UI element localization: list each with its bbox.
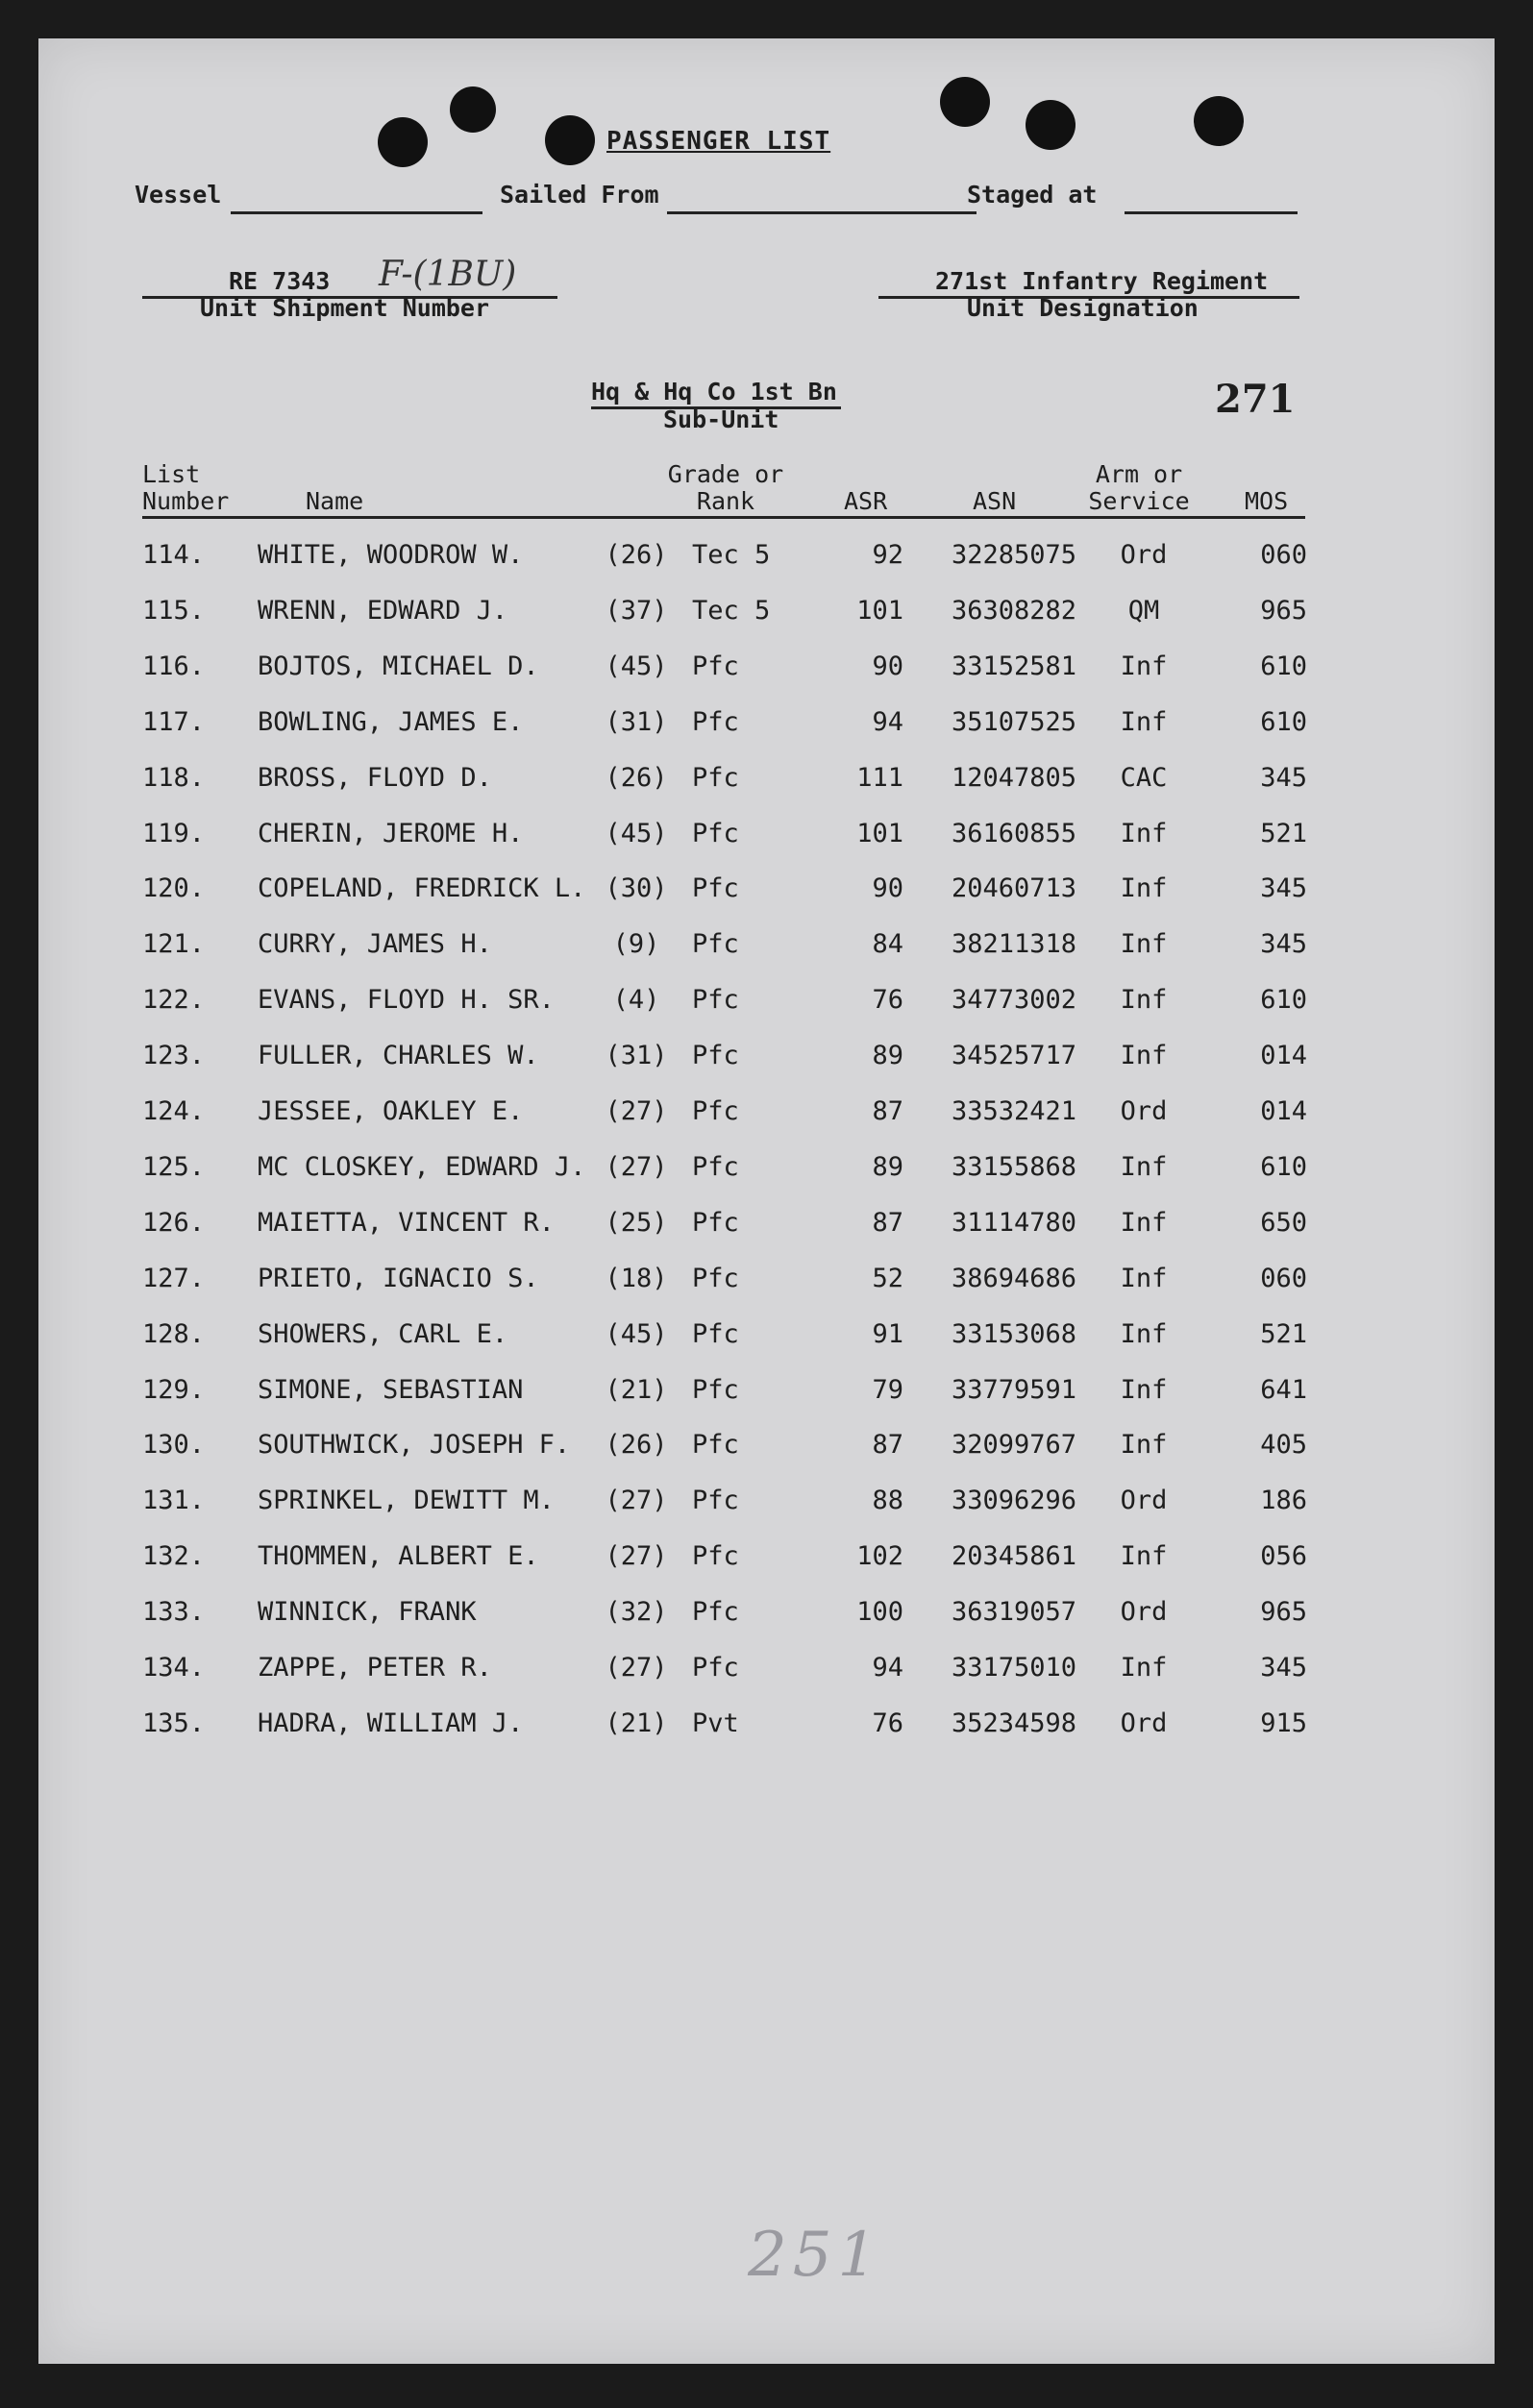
table-row — [38, 1041, 1384, 1079]
cell-mos: 915 — [1260, 1708, 1307, 1738]
cell-arm-service: Inf — [1120, 929, 1168, 960]
cell-list-number: 121. — [142, 929, 206, 960]
cell-asn: 34525717 — [951, 1041, 1076, 1071]
cell-mos: 345 — [1260, 762, 1307, 793]
cell-age: (45) — [605, 651, 668, 681]
cell-list-number: 128. — [142, 1318, 206, 1349]
cell-grade: Pfc — [692, 1653, 739, 1683]
cell-grade: Pfc — [692, 1486, 739, 1516]
cell-list-number: 132. — [142, 1541, 206, 1572]
cell-grade: Pfc — [692, 1374, 739, 1405]
cell-age: (18) — [605, 1263, 668, 1293]
table-row — [38, 540, 1384, 578]
cell-mos: 521 — [1260, 818, 1307, 848]
cell-asn: 36319057 — [951, 1597, 1076, 1628]
cell-asr: 89 — [872, 1041, 903, 1071]
punch-hole — [1194, 96, 1244, 146]
cell-asn: 36308282 — [951, 595, 1076, 626]
cell-list-number: 124. — [142, 1096, 206, 1126]
cell-mos: 060 — [1260, 1263, 1307, 1293]
cell-name: WINNICK, FRANK — [258, 1597, 477, 1628]
punch-hole — [378, 117, 428, 167]
cell-asr: 111 — [856, 762, 903, 793]
cell-asn: 34773002 — [951, 985, 1076, 1016]
cell-arm-service: Ord — [1120, 1708, 1168, 1738]
cell-list-number: 129. — [142, 1374, 206, 1405]
cell-name: BROSS, FLOYD D. — [258, 762, 492, 793]
cell-asr: 76 — [872, 985, 903, 1016]
cell-asr: 76 — [872, 1708, 903, 1738]
cell-list-number: 134. — [142, 1653, 206, 1683]
col-header-asn: ASN — [973, 487, 1017, 515]
table-row — [38, 1152, 1384, 1191]
cell-grade: Pfc — [692, 929, 739, 960]
cell-list-number: 131. — [142, 1486, 206, 1516]
cell-grade: Pfc — [692, 706, 739, 737]
cell-mos: 521 — [1260, 1318, 1307, 1349]
cell-asn: 33153068 — [951, 1318, 1076, 1349]
staged-at-label: Staged at — [967, 181, 1098, 209]
cell-asn: 32285075 — [951, 540, 1076, 570]
cell-asr: 89 — [872, 1151, 903, 1182]
cell-list-number: 117. — [142, 706, 206, 737]
cell-arm-service: Inf — [1120, 1151, 1168, 1182]
cell-age: (26) — [605, 540, 668, 570]
cell-age: (26) — [605, 762, 668, 793]
cell-age: (27) — [605, 1151, 668, 1182]
cell-list-number: 126. — [142, 1207, 206, 1238]
cell-grade: Pvt — [692, 1708, 739, 1738]
sub-unit-value: Hq & Hq Co 1st Bn — [591, 378, 837, 405]
cell-name: COPELAND, FREDRICK L. — [258, 873, 586, 904]
cell-asn: 36160855 — [951, 818, 1076, 848]
cell-asr: 88 — [872, 1486, 903, 1516]
cell-asn: 33175010 — [951, 1653, 1076, 1683]
cell-age: (37) — [605, 595, 668, 626]
cell-arm-service: Inf — [1120, 873, 1168, 904]
cell-grade: Pfc — [692, 1541, 739, 1572]
punch-hole — [545, 115, 595, 165]
col-header-arm-service: Arm or Service — [1088, 460, 1190, 515]
cell-name: SHOWERS, CARL E. — [258, 1318, 508, 1349]
unit-shipment-number-value: RE 7343 — [229, 267, 331, 295]
col-header-list-number: List Number — [142, 460, 230, 515]
cell-mos: 610 — [1260, 985, 1307, 1016]
cell-asn: 38211318 — [951, 929, 1076, 960]
cell-asr: 87 — [872, 1430, 903, 1461]
cell-list-number: 130. — [142, 1430, 206, 1461]
table-row — [38, 929, 1384, 968]
sailed-from-label: Sailed From — [500, 181, 659, 209]
cell-asr: 101 — [856, 818, 903, 848]
table-row — [38, 763, 1384, 801]
cell-arm-service: Inf — [1120, 1263, 1168, 1293]
cell-grade: Pfc — [692, 1041, 739, 1071]
cell-asr: 101 — [856, 595, 903, 626]
cell-mos: 610 — [1260, 706, 1307, 737]
cell-name: BOJTOS, MICHAEL D. — [258, 651, 539, 681]
cell-mos: 345 — [1260, 1653, 1307, 1683]
cell-asr: 102 — [856, 1541, 903, 1572]
cell-name: SPRINKEL, DEWITT M. — [258, 1486, 555, 1516]
cell-asr: 92 — [872, 540, 903, 570]
cell-list-number: 116. — [142, 651, 206, 681]
cell-age: (27) — [605, 1486, 668, 1516]
table-row — [38, 1264, 1384, 1302]
table-row — [38, 1208, 1384, 1246]
cell-asr: 52 — [872, 1263, 903, 1293]
cell-asr: 79 — [872, 1374, 903, 1405]
cell-mos: 060 — [1260, 540, 1307, 570]
cell-age: (26) — [605, 1430, 668, 1461]
cell-grade: Tec 5 — [692, 595, 771, 626]
cell-mos: 641 — [1260, 1374, 1307, 1405]
cell-mos: 014 — [1260, 1096, 1307, 1126]
cell-mos: 186 — [1260, 1486, 1307, 1516]
table-row — [38, 1708, 1384, 1747]
cell-grade: Pfc — [692, 1151, 739, 1182]
cell-grade: Pfc — [692, 873, 739, 904]
cell-grade: Pfc — [692, 651, 739, 681]
cell-arm-service: Inf — [1120, 1207, 1168, 1238]
cell-name: MC CLOSKEY, EDWARD J. — [258, 1151, 586, 1182]
cell-asr: 100 — [856, 1597, 903, 1628]
cell-age: (32) — [605, 1597, 668, 1628]
table-row — [38, 707, 1384, 746]
cell-mos: 405 — [1260, 1430, 1307, 1461]
table-row — [38, 819, 1384, 857]
cell-arm-service: Ord — [1120, 1486, 1168, 1516]
table-row — [38, 985, 1384, 1023]
table-row — [38, 1096, 1384, 1135]
table-row — [38, 1375, 1384, 1413]
cell-asn: 35107525 — [951, 706, 1076, 737]
cell-grade: Pfc — [692, 1318, 739, 1349]
cell-name: WHITE, WOODROW W. — [258, 540, 524, 570]
cell-asr: 94 — [872, 1653, 903, 1683]
cell-grade: Pfc — [692, 1430, 739, 1461]
cell-mos: 345 — [1260, 929, 1307, 960]
cell-arm-service: Inf — [1120, 1318, 1168, 1349]
cell-age: (27) — [605, 1096, 668, 1126]
table-row — [38, 1597, 1384, 1635]
cell-asn: 38694686 — [951, 1263, 1076, 1293]
cell-arm-service: Ord — [1120, 540, 1168, 570]
col-header-name: Name — [306, 487, 364, 515]
cell-name: SOUTHWICK, JOSEPH F. — [258, 1430, 571, 1461]
cell-mos: 014 — [1260, 1041, 1307, 1071]
cell-asn: 33152581 — [951, 651, 1076, 681]
cell-grade: Pfc — [692, 762, 739, 793]
cell-grade: Pfc — [692, 1207, 739, 1238]
cell-grade: Pfc — [692, 1096, 739, 1126]
cell-age: (9) — [612, 929, 660, 960]
cell-asn: 35234598 — [951, 1708, 1076, 1738]
cell-age: (21) — [605, 1708, 668, 1738]
unit-designation-value: 271st Infantry Regiment — [935, 267, 1269, 295]
cell-list-number: 120. — [142, 873, 206, 904]
cell-name: BOWLING, JAMES E. — [258, 706, 524, 737]
cell-age: (4) — [612, 985, 660, 1016]
cell-name: SIMONE, SEBASTIAN — [258, 1374, 524, 1405]
col-header-asr: ASR — [844, 487, 888, 515]
pencil-page-mark: 251 — [748, 2220, 883, 2291]
cell-list-number: 123. — [142, 1041, 206, 1071]
cell-list-number: 118. — [142, 762, 206, 793]
cell-arm-service: Inf — [1120, 706, 1168, 737]
unit-designation-label: Unit Designation — [967, 294, 1199, 322]
vessel-label: Vessel — [135, 181, 222, 209]
cell-mos: 965 — [1260, 595, 1307, 626]
punch-hole — [940, 77, 990, 127]
unit-shipment-number-label: Unit Shipment Number — [200, 294, 490, 322]
cell-arm-service: QM — [1127, 595, 1160, 626]
cell-name: ZAPPE, PETER R. — [258, 1653, 492, 1683]
cell-asn: 33779591 — [951, 1374, 1076, 1405]
cell-name: HADRA, WILLIAM J. — [258, 1708, 524, 1738]
cell-arm-service: Inf — [1120, 985, 1168, 1016]
cell-arm-service: Ord — [1120, 1597, 1168, 1628]
cell-arm-service: Inf — [1120, 1041, 1168, 1071]
cell-list-number: 133. — [142, 1597, 206, 1628]
cell-mos: 965 — [1260, 1597, 1307, 1628]
cell-asr: 84 — [872, 929, 903, 960]
cell-age: (31) — [605, 706, 668, 737]
cell-mos: 610 — [1260, 1151, 1307, 1182]
sailed-from-field-line — [667, 211, 977, 214]
cell-arm-service: Ord — [1120, 1096, 1168, 1126]
cell-name: CURRY, JAMES H. — [258, 929, 492, 960]
header-rule — [142, 516, 1305, 519]
cell-name: WRENN, EDWARD J. — [258, 595, 508, 626]
table-row — [38, 1319, 1384, 1358]
cell-asn: 33532421 — [951, 1096, 1076, 1126]
table-row — [38, 596, 1384, 634]
cell-asr: 94 — [872, 706, 903, 737]
page-number: 271 — [1215, 377, 1296, 422]
cell-list-number: 119. — [142, 818, 206, 848]
cell-age: (25) — [605, 1207, 668, 1238]
cell-arm-service: Inf — [1120, 651, 1168, 681]
table-row — [38, 651, 1384, 690]
cell-age: (21) — [605, 1374, 668, 1405]
cell-asr: 90 — [872, 651, 903, 681]
cell-arm-service: Inf — [1120, 1541, 1168, 1572]
sub-unit-label: Sub-Unit — [663, 405, 779, 433]
cell-list-number: 125. — [142, 1151, 206, 1182]
staged-at-field-line — [1125, 211, 1298, 214]
cell-list-number: 114. — [142, 540, 206, 570]
cell-asr: 87 — [872, 1096, 903, 1126]
cell-name: FULLER, CHARLES W. — [258, 1041, 539, 1071]
punch-hole — [1026, 100, 1076, 150]
cell-mos: 345 — [1260, 873, 1307, 904]
cell-age: (45) — [605, 818, 668, 848]
cell-name: THOMMEN, ALBERT E. — [258, 1541, 539, 1572]
cell-grade: Tec 5 — [692, 540, 771, 570]
cell-mos: 650 — [1260, 1207, 1307, 1238]
cell-grade: Pfc — [692, 1597, 739, 1628]
cell-mos: 610 — [1260, 651, 1307, 681]
cell-asr: 91 — [872, 1318, 903, 1349]
cell-name: PRIETO, IGNACIO S. — [258, 1263, 539, 1293]
vessel-field-line — [231, 211, 482, 214]
cell-asn: 33096296 — [951, 1486, 1076, 1516]
table-row — [38, 1653, 1384, 1691]
cell-asn: 32099767 — [951, 1430, 1076, 1461]
document-page — [38, 38, 1495, 2364]
table-row — [38, 1541, 1384, 1580]
cell-list-number: 122. — [142, 985, 206, 1016]
cell-asn: 20345861 — [951, 1541, 1076, 1572]
cell-grade: Pfc — [692, 985, 739, 1016]
cell-age: (31) — [605, 1041, 668, 1071]
punch-hole — [450, 86, 496, 133]
table-row — [38, 1486, 1384, 1524]
col-header-mos: MOS — [1245, 487, 1289, 515]
table-row — [38, 873, 1384, 912]
cell-age: (27) — [605, 1541, 668, 1572]
cell-asn: 31114780 — [951, 1207, 1076, 1238]
handwritten-shipment-note: F-(1BU) — [379, 255, 517, 294]
cell-arm-service: Inf — [1120, 1653, 1168, 1683]
cell-arm-service: CAC — [1120, 762, 1168, 793]
cell-name: JESSEE, OAKLEY E. — [258, 1096, 524, 1126]
cell-asn: 20460713 — [951, 873, 1076, 904]
cell-age: (45) — [605, 1318, 668, 1349]
cell-asn: 12047805 — [951, 762, 1076, 793]
cell-name: CHERIN, JEROME H. — [258, 818, 524, 848]
cell-age: (30) — [605, 873, 668, 904]
cell-list-number: 115. — [142, 595, 206, 626]
cell-age: (27) — [605, 1653, 668, 1683]
cell-grade: Pfc — [692, 818, 739, 848]
cell-list-number: 135. — [142, 1708, 206, 1738]
cell-asr: 87 — [872, 1207, 903, 1238]
cell-name: EVANS, FLOYD H. SR. — [258, 985, 555, 1016]
cell-arm-service: Inf — [1120, 818, 1168, 848]
col-header-grade: Grade or Rank — [667, 460, 784, 515]
cell-asr: 90 — [872, 873, 903, 904]
cell-name: MAIETTA, VINCENT R. — [258, 1207, 555, 1238]
table-row — [38, 1430, 1384, 1468]
document-title: PASSENGER LIST — [606, 127, 831, 156]
cell-arm-service: Inf — [1120, 1374, 1168, 1405]
cell-mos: 056 — [1260, 1541, 1307, 1572]
cell-arm-service: Inf — [1120, 1430, 1168, 1461]
cell-list-number: 127. — [142, 1263, 206, 1293]
cell-asn: 33155868 — [951, 1151, 1076, 1182]
cell-grade: Pfc — [692, 1263, 739, 1293]
